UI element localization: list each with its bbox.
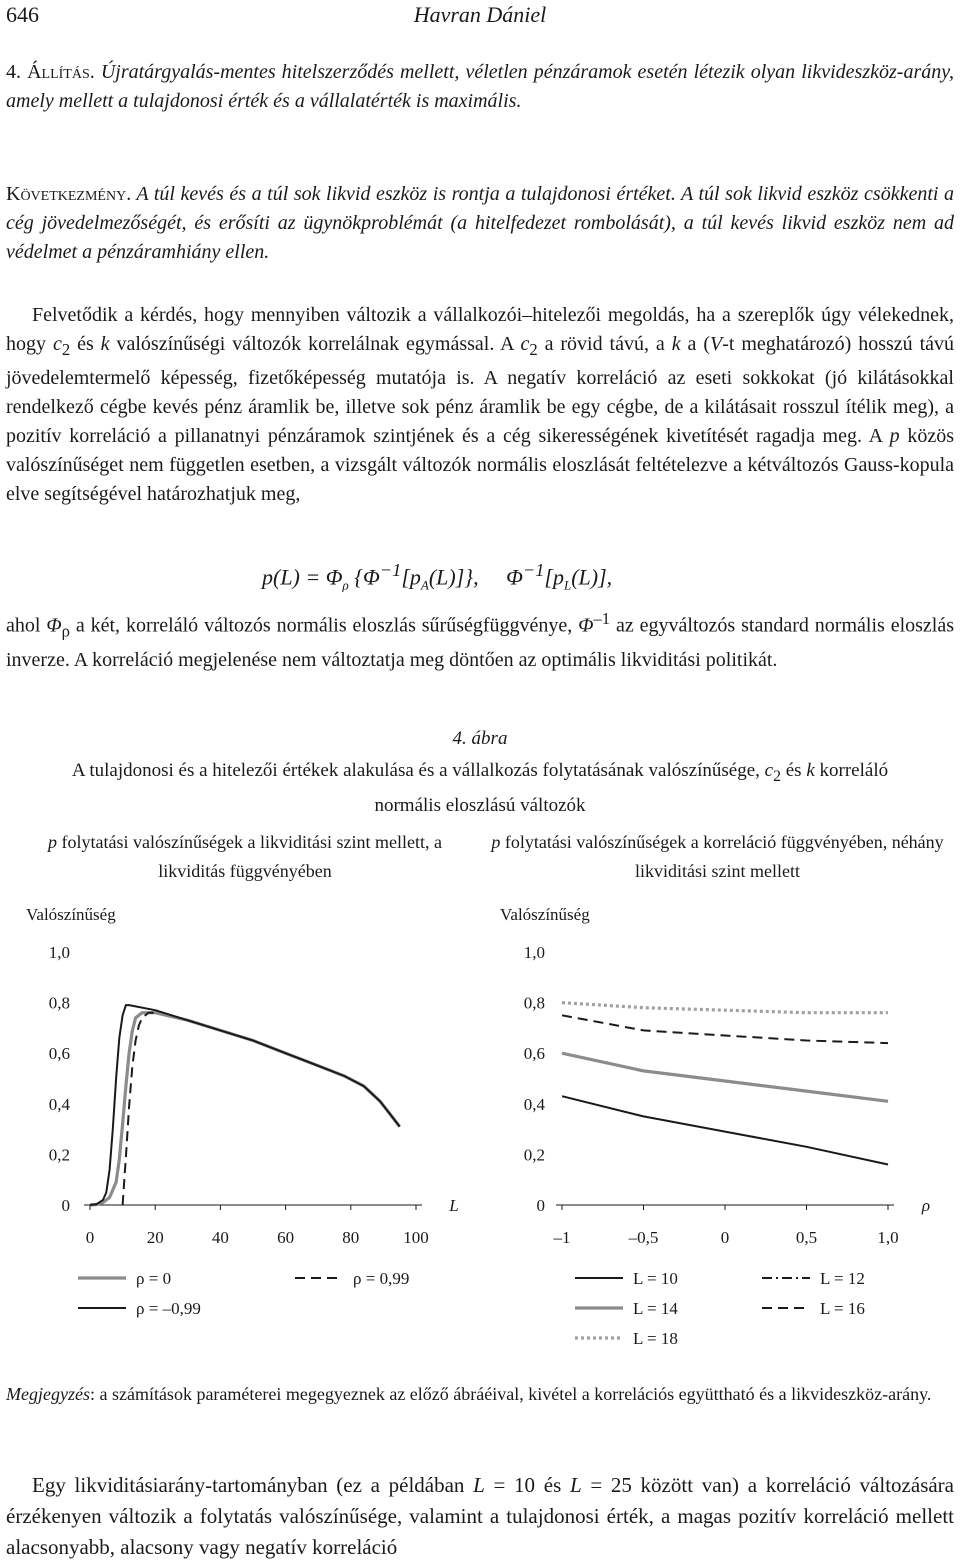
- legend-label: ρ = 0,99: [353, 1269, 410, 1288]
- claim-label: 4. Állítás.: [6, 61, 95, 83]
- x-tick-label: 0: [720, 1228, 730, 1247]
- legend-label: L = 18: [633, 1329, 678, 1348]
- figure-charts: [0, 900, 960, 1360]
- y-tick-label: 0,4: [48, 1094, 70, 1114]
- y-tick-label: 0,6: [48, 1044, 70, 1064]
- footer-paragraph: Egy likviditásiarány-tartományban (ez a példában L = 10 és L = 25 között van) a korreláció változására érzékenyen változik a folytatás valószínűsége, valamint a tulajdonosi érték, a magas pozitív korreláció mellett alacsonyabb, alacsony vagy negatív korreláció: [6, 1473, 954, 1559]
- claim-text: Újratárgyalás-mentes hitelszerződés mellett, véletlen pénzáramok esetén létezik olyan likvideszköz-arány, amely mellett a tulajdonosi érték és a vállalatérték is maximális.: [6, 61, 954, 112]
- x-tick-label: 20: [146, 1228, 164, 1247]
- corollary-block: [6, 180, 954, 267]
- y-axis-label: Valószínűség: [26, 905, 116, 924]
- note-text: : a számítások paraméterei megegyeznek az előző ábráéival, kivétel a korrelációs együttható és a likvideszköz-arány.: [89, 1384, 932, 1404]
- legend-label: ρ = 0: [136, 1269, 172, 1288]
- x-tick-label: –1: [553, 1228, 571, 1247]
- y-tick-label: 0,8: [523, 993, 545, 1013]
- series-line: [562, 1003, 888, 1013]
- series-line: [562, 1053, 888, 1101]
- x-tick-label: 100: [403, 1228, 429, 1247]
- series-line: [562, 1015, 888, 1043]
- x-tick-label: 0: [85, 1228, 95, 1247]
- y-tick-label: 0: [536, 1196, 545, 1215]
- y-tick-label: 1,0: [523, 943, 545, 962]
- y-tick-label: 0,6: [523, 1044, 545, 1064]
- corollary-label: Következmény.: [6, 183, 132, 205]
- page-number: 646: [6, 2, 39, 27]
- x-tick-label: 40: [211, 1228, 229, 1247]
- x-tick-label: 60: [277, 1228, 295, 1247]
- claim-block: [6, 58, 954, 116]
- x-tick-label: –0,5: [628, 1228, 659, 1247]
- right-panel-title: p folytatási valószínűségek a korreláció függvényében, néhány likviditási szint mellett: [491, 832, 944, 881]
- legend-label: L = 10: [633, 1269, 678, 1288]
- figure-note: [6, 1380, 954, 1409]
- body-paragraph-1: Felvetődik a kérdés, hogy mennyiben változik a vállalkozói–hitelezői megoldás, ha a szereplők úgy vélekednek, hogy $c_2$ és k valószínűségi változók korrelálnak egymással. A $c_2$ a rövid távú, a k a (V-t meghatározó) hosszú távú jövedelemtermelő képesség, fizetőképesség mutatója is. A negatív korreláció az eseti sokkokat (jó kilátásokkal rendelkező cégbe kevés pénz áramlik be, illetve sok pénz áramlik be egy cégbe, de a kilátásait rosszul ítélik meg), a pozitív korreláció a pillanatnyi pénzáramok szintjének és a cég sikerességének kivetítését ragadja meg. A p közös valószínűséget nem független esetben, a vizsgált változók normális eloszlását feltételezve a kétváltozós Gauss-kopula elve segítségével határozhatjuk meg,: [6, 304, 955, 505]
- x-tick-label: 0,5: [795, 1228, 818, 1247]
- y-tick-label: 0,2: [48, 1145, 70, 1165]
- y-tick-label: 0,8: [48, 993, 70, 1013]
- y-tick-label: 1,0: [48, 943, 70, 962]
- legend-label: ρ = –0,99: [136, 1299, 201, 1318]
- running-head-author: Havran Dániel: [413, 2, 547, 27]
- legend-label: L = 14: [633, 1299, 678, 1318]
- y-axis-label: Valószínűség: [500, 905, 590, 924]
- left-panel-title: p folytatási valószínűségek a likviditási szint mellett, a likviditás függvényében: [48, 832, 442, 881]
- series-line: [562, 1096, 888, 1164]
- x-tick-label: 80: [342, 1228, 360, 1247]
- series-line: [123, 1013, 156, 1205]
- corollary-text: A túl kevés és a túl sok likvid eszköz is rontja a tulajdonosi értéket. A túl sok likvid eszköz csökkenti a cég jövedelmezőségét, és erősíti az ügynökproblémát (a hitelfedezet rombolását), a túl kevés likvid eszköz nem ad védelmet a pénzáramhiány ellen.: [6, 183, 954, 263]
- legend-label: L = 12: [820, 1269, 865, 1288]
- figure-title: A tulajdonosi és a hitelezői értékek alakulása és a vállalkozás folytatásának valószínűsége, $c_2$ és k korreláló normális eloszlású változók: [71, 760, 889, 816]
- body-paragraph-2: ahol $\Phi_\rho$ a két, korreláló változós normális eloszlás sűrűségfüggvénye, $\Phi^{-1}$ az egyváltozós standard normális eloszlás inverze. A korreláció megjelenése nem változtatja meg döntően az optimális likviditási politikát.: [6, 609, 955, 671]
- page-header: [6, 2, 954, 30]
- x-tick-label: 1,0: [877, 1228, 899, 1247]
- legend-label: L = 16: [820, 1299, 865, 1318]
- x-axis-label: ρ: [921, 1196, 931, 1215]
- x-axis-label: L: [449, 1196, 459, 1215]
- y-tick-label: 0,4: [523, 1094, 545, 1114]
- y-tick-label: 0,2: [523, 1145, 545, 1165]
- figure-label: 4. ábra: [452, 728, 508, 749]
- copula-formula: $p(L) = \Phi_\rho$ $\{\Phi^{-1}[p_A(L)]\}$, $\Phi^{-1}[p_L(L)]$,: [262, 560, 613, 593]
- y-tick-label: 0: [61, 1196, 70, 1215]
- series-line: [90, 1005, 400, 1205]
- note-label: Megjegyzés: [6, 1384, 90, 1404]
